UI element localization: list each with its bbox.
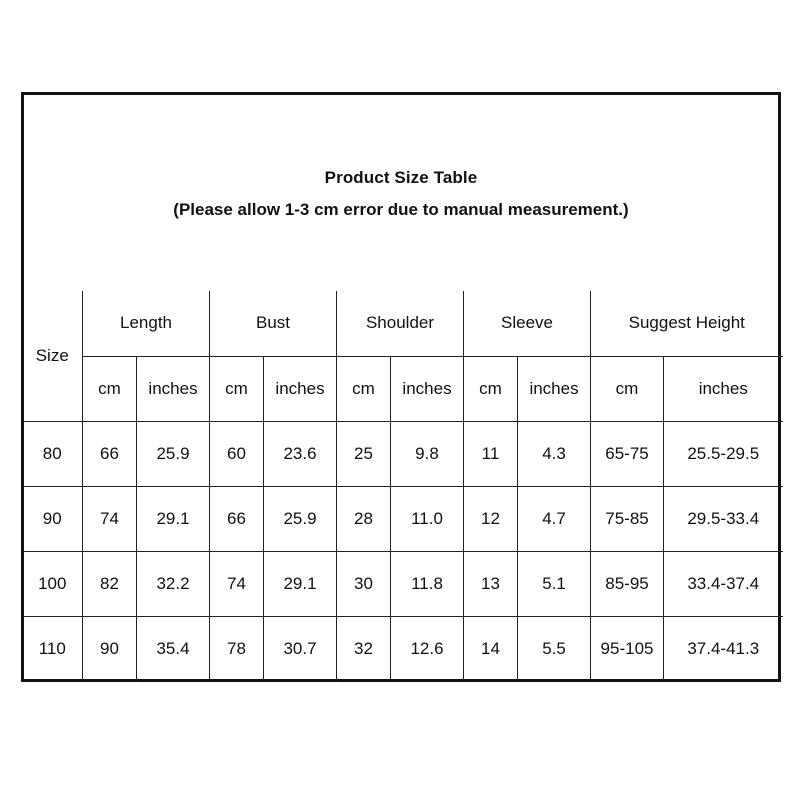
table-cell: 29.1 [264, 551, 337, 616]
table-cell: 11.0 [391, 486, 464, 551]
table-cell: 60 [210, 421, 264, 486]
unit-cell: cm [464, 356, 518, 421]
table-cell: 14 [464, 616, 518, 681]
table-cell: 66 [83, 421, 137, 486]
table-cell: 95-105 [591, 616, 664, 681]
title-block [24, 95, 778, 292]
table-cell: 30.7 [264, 616, 337, 681]
table-cell: 85-95 [591, 551, 664, 616]
table-cell: 12.6 [391, 616, 464, 681]
table-cell: 5.1 [518, 551, 591, 616]
header-sleeve: Sleeve [464, 291, 591, 356]
table-cell: 66 [210, 486, 264, 551]
table-cell: 33.4-37.4 [664, 551, 783, 616]
table-cell: 78 [210, 616, 264, 681]
size-table [23, 291, 783, 681]
table-cell: 25.9 [264, 486, 337, 551]
table-row [23, 551, 783, 616]
table-row [23, 486, 783, 551]
unit-cell: cm [83, 356, 137, 421]
table-cell: 25.9 [137, 421, 210, 486]
unit-cell: cm [210, 356, 264, 421]
table-cell: 32 [337, 616, 391, 681]
table-cell: 35.4 [137, 616, 210, 681]
table-cell: 75-85 [591, 486, 664, 551]
table-cell: 11 [464, 421, 518, 486]
unit-cell: cm [337, 356, 391, 421]
table-cell: 29.1 [137, 486, 210, 551]
table-cell: 37.4-41.3 [664, 616, 783, 681]
table-cell: 23.6 [264, 421, 337, 486]
header-shoulder: Shoulder [337, 291, 464, 356]
header-suggest-height: Suggest Height [591, 291, 783, 356]
table-cell: 28 [337, 486, 391, 551]
table-cell: 25.5-29.5 [664, 421, 783, 486]
unit-cell: inches [264, 356, 337, 421]
size-cell: 100 [23, 551, 83, 616]
table-cell: 5.5 [518, 616, 591, 681]
table-subtitle: (Please allow 1-3 cm error due to manual measurement.) [173, 200, 629, 219]
table-cell: 13 [464, 551, 518, 616]
table-cell: 9.8 [391, 421, 464, 486]
unit-cell: cm [591, 356, 664, 421]
header-bust: Bust [210, 291, 337, 356]
header-length: Length [83, 291, 210, 356]
table-cell: 74 [210, 551, 264, 616]
header-row-groups [23, 291, 783, 356]
size-cell: 80 [23, 421, 83, 486]
unit-cell: inches [391, 356, 464, 421]
table-row [23, 616, 783, 681]
unit-cell: inches [137, 356, 210, 421]
table-cell: 74 [83, 486, 137, 551]
table-cell: 29.5-33.4 [664, 486, 783, 551]
unit-cell: inches [518, 356, 591, 421]
table-cell: 11.8 [391, 551, 464, 616]
unit-cell: inches [664, 356, 783, 421]
size-header: Size [23, 291, 83, 421]
size-chart-frame [21, 92, 781, 682]
table-cell: 4.3 [518, 421, 591, 486]
table-row [23, 421, 783, 486]
table-title: Product Size Table [324, 168, 478, 187]
size-cell: 90 [23, 486, 83, 551]
size-cell: 110 [23, 616, 83, 681]
table-cell: 65-75 [591, 421, 664, 486]
table-cell: 4.7 [518, 486, 591, 551]
table-cell: 90 [83, 616, 137, 681]
table-cell: 82 [83, 551, 137, 616]
table-cell: 25 [337, 421, 391, 486]
table-cell: 30 [337, 551, 391, 616]
table-cell: 32.2 [137, 551, 210, 616]
header-row-units [23, 356, 783, 421]
table-cell: 12 [464, 486, 518, 551]
